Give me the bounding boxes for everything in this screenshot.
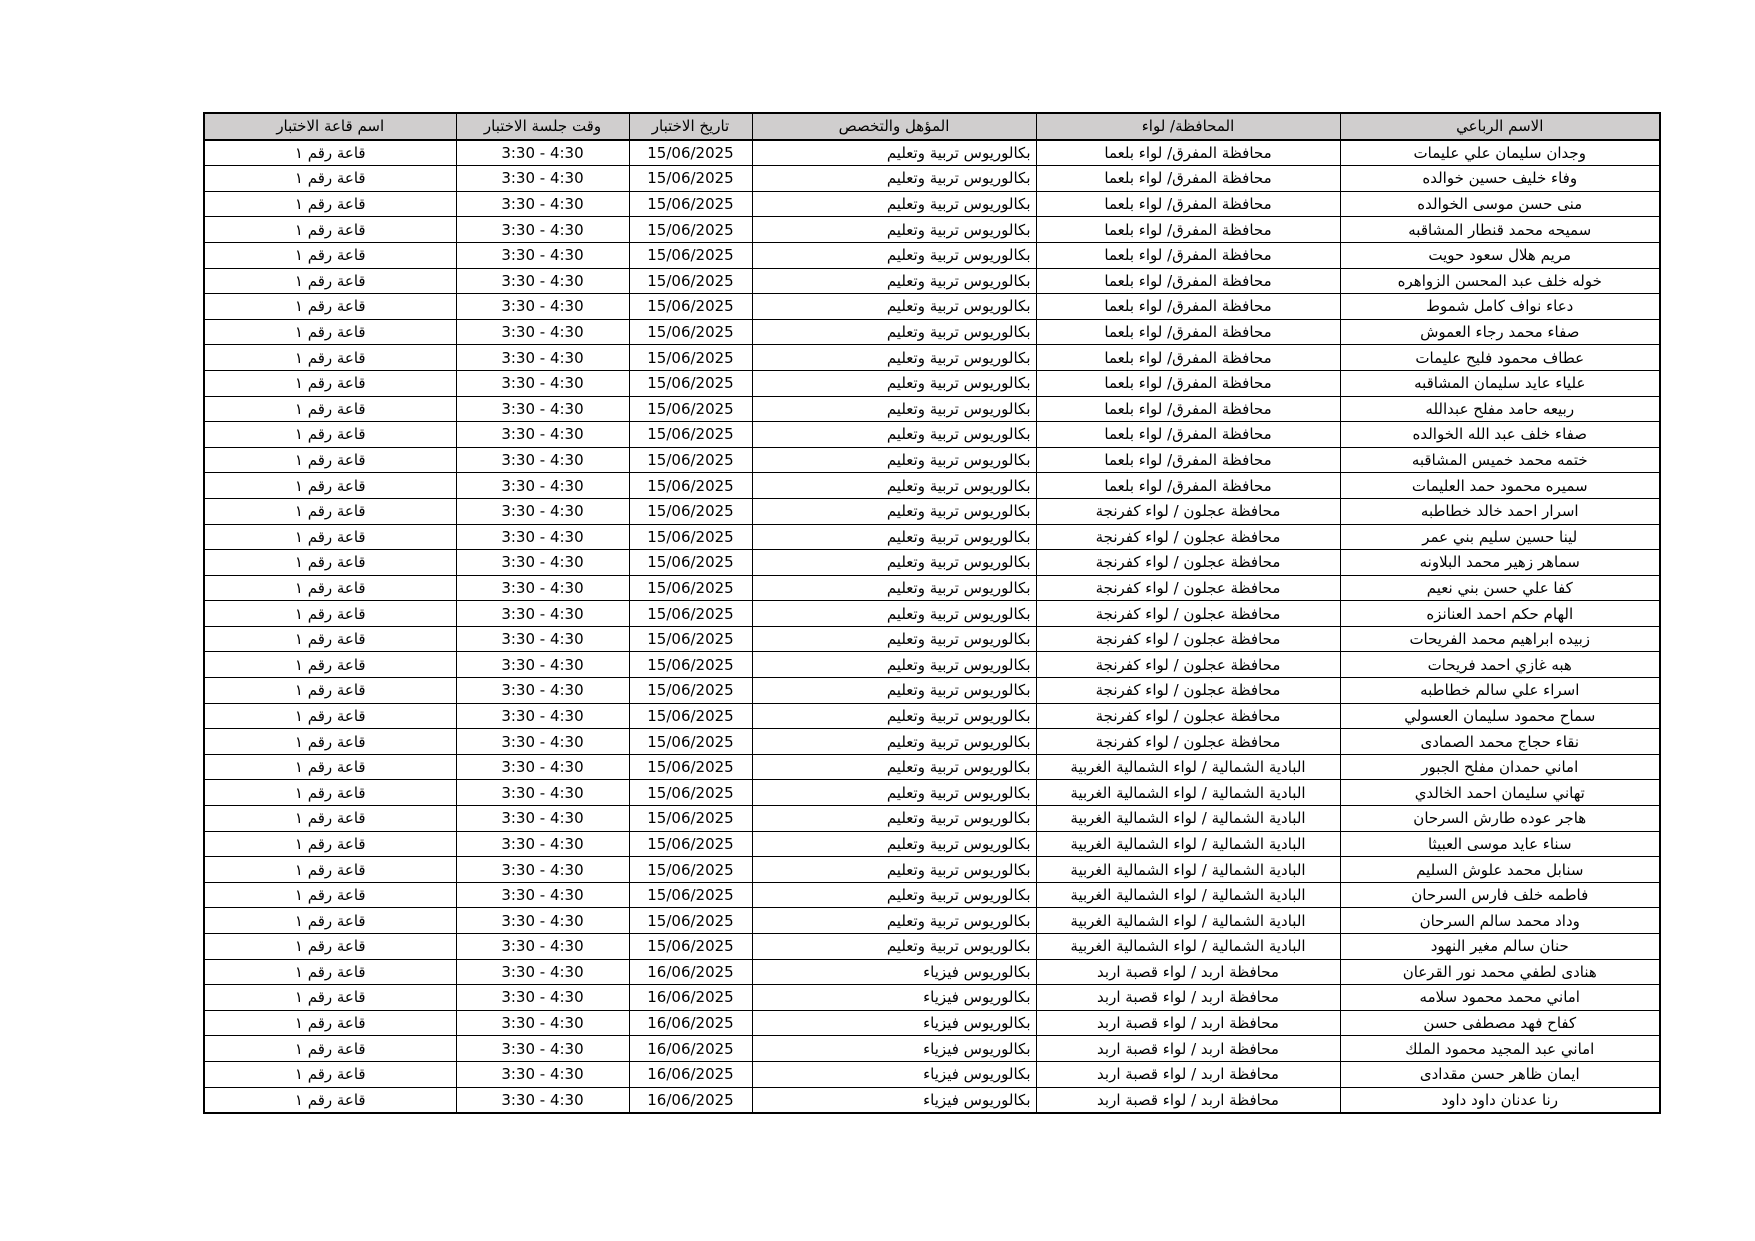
- cell-session-time: 3:30 - 4:30: [456, 626, 629, 652]
- cell-full-name: هنادى لطفي محمد نور القرعان: [1340, 959, 1660, 985]
- cell-hall-name: قاعة رقم ١: [204, 422, 456, 448]
- cell-session-time: 3:30 - 4:30: [456, 294, 629, 320]
- cell-qualification: بكالوريوس تربية وتعليم: [752, 268, 1036, 294]
- cell-governorate: محافظة المفرق/ لواء بلعما: [1036, 166, 1340, 192]
- cell-governorate: محافظة المفرق/ لواء بلعما: [1036, 473, 1340, 499]
- cell-hall-name: قاعة رقم ١: [204, 345, 456, 371]
- cell-full-name: صفاء خلف عبد الله الخوالده: [1340, 422, 1660, 448]
- cell-session-time: 3:30 - 4:30: [456, 1036, 629, 1062]
- cell-exam-date: 15/06/2025: [629, 575, 752, 601]
- cell-session-time: 3:30 - 4:30: [456, 242, 629, 268]
- cell-qualification: بكالوريوس تربية وتعليم: [752, 575, 1036, 601]
- cell-governorate: محافظة المفرق/ لواء بلعما: [1036, 396, 1340, 422]
- cell-session-time: 3:30 - 4:30: [456, 345, 629, 371]
- cell-qualification: بكالوريوس تربية وتعليم: [752, 678, 1036, 704]
- cell-full-name: سماح محمود سليمان العسولي: [1340, 703, 1660, 729]
- table-row: [204, 575, 1660, 601]
- table-row: [204, 703, 1660, 729]
- cell-hall-name: قاعة رقم ١: [204, 1010, 456, 1036]
- table-row: [204, 626, 1660, 652]
- cell-session-time: 3:30 - 4:30: [456, 473, 629, 499]
- cell-governorate: محافظة عجلون / لواء كفرنجة: [1036, 626, 1340, 652]
- cell-qualification: بكالوريوس تربية وتعليم: [752, 345, 1036, 371]
- cell-session-time: 3:30 - 4:30: [456, 191, 629, 217]
- cell-governorate: محافظة اربد / لواء قصبة اربد: [1036, 1061, 1340, 1087]
- cell-qualification: بكالوريوس تربية وتعليم: [752, 447, 1036, 473]
- cell-session-time: 3:30 - 4:30: [456, 729, 629, 755]
- header-governorate: المحافظة/ لواء: [1036, 113, 1340, 140]
- cell-governorate: البادية الشمالية / لواء الشمالية الغربية: [1036, 806, 1340, 832]
- cell-exam-date: 15/06/2025: [629, 882, 752, 908]
- cell-full-name: منى حسن موسى الخوالده: [1340, 191, 1660, 217]
- cell-qualification: بكالوريوس تربية وتعليم: [752, 780, 1036, 806]
- cell-hall-name: قاعة رقم ١: [204, 626, 456, 652]
- cell-qualification: بكالوريوس تربية وتعليم: [752, 806, 1036, 832]
- cell-full-name: اماني عبد المجيد محمود الملك: [1340, 1036, 1660, 1062]
- cell-governorate: محافظة عجلون / لواء كفرنجة: [1036, 498, 1340, 524]
- table-row: [204, 242, 1660, 268]
- cell-exam-date: 15/06/2025: [629, 524, 752, 550]
- cell-session-time: 3:30 - 4:30: [456, 652, 629, 678]
- cell-full-name: سميحه محمد قنطار المشاقبه: [1340, 217, 1660, 243]
- cell-session-time: 3:30 - 4:30: [456, 780, 629, 806]
- cell-governorate: البادية الشمالية / لواء الشمالية الغربية: [1036, 831, 1340, 857]
- cell-exam-date: 15/06/2025: [629, 550, 752, 576]
- cell-session-time: 3:30 - 4:30: [456, 806, 629, 832]
- cell-session-time: 3:30 - 4:30: [456, 857, 629, 883]
- cell-qualification: بكالوريوس تربية وتعليم: [752, 626, 1036, 652]
- cell-governorate: محافظة المفرق/ لواء بلعما: [1036, 217, 1340, 243]
- cell-governorate: محافظة عجلون / لواء كفرنجة: [1036, 575, 1340, 601]
- cell-full-name: الهام حكم احمد العنانزه: [1340, 601, 1660, 627]
- cell-exam-date: 15/06/2025: [629, 422, 752, 448]
- cell-full-name: وفاء خليف حسين خوالده: [1340, 166, 1660, 192]
- cell-full-name: سنابل محمد علوش السليم: [1340, 857, 1660, 883]
- cell-hall-name: قاعة رقم ١: [204, 959, 456, 985]
- cell-hall-name: قاعة رقم ١: [204, 678, 456, 704]
- cell-full-name: خوله خلف عبد المحسن الزواهره: [1340, 268, 1660, 294]
- cell-hall-name: قاعة رقم ١: [204, 370, 456, 396]
- cell-exam-date: 15/06/2025: [629, 140, 752, 166]
- table-row: [204, 473, 1660, 499]
- cell-governorate: محافظة المفرق/ لواء بلعما: [1036, 191, 1340, 217]
- cell-full-name: سميره محمود حمد العليمات: [1340, 473, 1660, 499]
- cell-qualification: بكالوريوس تربية وتعليم: [752, 729, 1036, 755]
- cell-full-name: فاطمه خلف فارس السرحان: [1340, 882, 1660, 908]
- cell-full-name: عطاف محمود فليح عليمات: [1340, 345, 1660, 371]
- header-hall-name: اسم قاعة الاختبار: [204, 113, 456, 140]
- cell-hall-name: قاعة رقم ١: [204, 729, 456, 755]
- cell-governorate: البادية الشمالية / لواء الشمالية الغربية: [1036, 780, 1340, 806]
- cell-exam-date: 15/06/2025: [629, 242, 752, 268]
- header-qualification: المؤهل والتخصص: [752, 113, 1036, 140]
- cell-governorate: محافظة المفرق/ لواء بلعما: [1036, 447, 1340, 473]
- cell-hall-name: قاعة رقم ١: [204, 140, 456, 166]
- table-row: [204, 959, 1660, 985]
- table-row: [204, 1036, 1660, 1062]
- table-row: [204, 1010, 1660, 1036]
- cell-governorate: محافظة اربد / لواء قصبة اربد: [1036, 1036, 1340, 1062]
- cell-exam-date: 15/06/2025: [629, 396, 752, 422]
- cell-hall-name: قاعة رقم ١: [204, 166, 456, 192]
- cell-exam-date: 15/06/2025: [629, 754, 752, 780]
- cell-qualification: بكالوريوس تربية وتعليم: [752, 473, 1036, 499]
- cell-exam-date: 15/06/2025: [629, 498, 752, 524]
- cell-hall-name: قاعة رقم ١: [204, 1061, 456, 1087]
- cell-governorate: محافظة عجلون / لواء كفرنجة: [1036, 550, 1340, 576]
- cell-hall-name: قاعة رقم ١: [204, 319, 456, 345]
- cell-governorate: محافظة المفرق/ لواء بلعما: [1036, 242, 1340, 268]
- cell-exam-date: 15/06/2025: [629, 780, 752, 806]
- cell-session-time: 3:30 - 4:30: [456, 524, 629, 550]
- table-row: [204, 345, 1660, 371]
- cell-exam-date: 15/06/2025: [629, 319, 752, 345]
- cell-full-name: صفاء محمد رجاء العموش: [1340, 319, 1660, 345]
- cell-full-name: رنا عدنان داود داود: [1340, 1087, 1660, 1113]
- cell-full-name: كفاح فهد مصطفى حسن: [1340, 1010, 1660, 1036]
- cell-hall-name: قاعة رقم ١: [204, 1036, 456, 1062]
- cell-qualification: بكالوريوس تربية وتعليم: [752, 191, 1036, 217]
- cell-full-name: اماني محمد محمود سلامه: [1340, 985, 1660, 1011]
- cell-exam-date: 15/06/2025: [629, 703, 752, 729]
- table-row: [204, 934, 1660, 960]
- cell-hall-name: قاعة رقم ١: [204, 575, 456, 601]
- cell-qualification: بكالوريوس تربية وتعليم: [752, 242, 1036, 268]
- cell-exam-date: 15/06/2025: [629, 626, 752, 652]
- cell-full-name: زبيده ابراهيم محمد الفريحات: [1340, 626, 1660, 652]
- table-row: [204, 678, 1660, 704]
- cell-exam-date: 15/06/2025: [629, 908, 752, 934]
- table-row: [204, 524, 1660, 550]
- table-row: [204, 294, 1660, 320]
- cell-exam-date: 15/06/2025: [629, 806, 752, 832]
- cell-hall-name: قاعة رقم ١: [204, 857, 456, 883]
- cell-exam-date: 15/06/2025: [629, 370, 752, 396]
- table-row: [204, 166, 1660, 192]
- cell-session-time: 3:30 - 4:30: [456, 959, 629, 985]
- table-row: [204, 268, 1660, 294]
- table-row: [204, 498, 1660, 524]
- cell-governorate: البادية الشمالية / لواء الشمالية الغربية: [1036, 934, 1340, 960]
- cell-session-time: 3:30 - 4:30: [456, 1087, 629, 1113]
- cell-full-name: سماهر زهير محمد البلاونه: [1340, 550, 1660, 576]
- cell-full-name: اسرار احمد خالد خطاطبه: [1340, 498, 1660, 524]
- cell-hall-name: قاعة رقم ١: [204, 780, 456, 806]
- cell-exam-date: 15/06/2025: [629, 166, 752, 192]
- cell-full-name: ربيعه حامد مفلح عبدالله: [1340, 396, 1660, 422]
- cell-qualification: بكالوريوس تربية وتعليم: [752, 652, 1036, 678]
- cell-exam-date: 15/06/2025: [629, 831, 752, 857]
- cell-exam-date: 16/06/2025: [629, 1087, 752, 1113]
- table-row: [204, 1087, 1660, 1113]
- cell-hall-name: قاعة رقم ١: [204, 831, 456, 857]
- cell-session-time: 3:30 - 4:30: [456, 831, 629, 857]
- cell-qualification: بكالوريوس تربية وتعليم: [752, 857, 1036, 883]
- cell-session-time: 3:30 - 4:30: [456, 908, 629, 934]
- cell-session-time: 3:30 - 4:30: [456, 370, 629, 396]
- cell-qualification: بكالوريوس فيزياء: [752, 1010, 1036, 1036]
- cell-session-time: 3:30 - 4:30: [456, 678, 629, 704]
- cell-exam-date: 15/06/2025: [629, 294, 752, 320]
- table-row: [204, 831, 1660, 857]
- cell-governorate: محافظة المفرق/ لواء بلعما: [1036, 294, 1340, 320]
- cell-session-time: 3:30 - 4:30: [456, 882, 629, 908]
- cell-hall-name: قاعة رقم ١: [204, 550, 456, 576]
- table-row: [204, 806, 1660, 832]
- cell-exam-date: 16/06/2025: [629, 1061, 752, 1087]
- header-exam-date: تاريخ الاختبار: [629, 113, 752, 140]
- cell-qualification: بكالوريوس تربية وتعليم: [752, 550, 1036, 576]
- cell-governorate: محافظة المفرق/ لواء بلعما: [1036, 140, 1340, 166]
- cell-session-time: 3:30 - 4:30: [456, 550, 629, 576]
- cell-hall-name: قاعة رقم ١: [204, 447, 456, 473]
- cell-session-time: 3:30 - 4:30: [456, 140, 629, 166]
- cell-qualification: بكالوريوس تربية وتعليم: [752, 422, 1036, 448]
- cell-qualification: بكالوريوس تربية وتعليم: [752, 319, 1036, 345]
- table-row: [204, 729, 1660, 755]
- cell-hall-name: قاعة رقم ١: [204, 754, 456, 780]
- cell-full-name: هاجر عوده طارش السرحان: [1340, 806, 1660, 832]
- cell-full-name: مريم هلال سعود حويت: [1340, 242, 1660, 268]
- cell-session-time: 3:30 - 4:30: [456, 396, 629, 422]
- table-row: [204, 447, 1660, 473]
- header-row: [204, 113, 1660, 140]
- cell-exam-date: 15/06/2025: [629, 678, 752, 704]
- cell-qualification: بكالوريوس تربية وتعليم: [752, 396, 1036, 422]
- cell-hall-name: قاعة رقم ١: [204, 703, 456, 729]
- cell-qualification: بكالوريوس فيزياء: [752, 1087, 1036, 1113]
- cell-governorate: محافظة عجلون / لواء كفرنجة: [1036, 652, 1340, 678]
- cell-full-name: تهاني سليمان احمد الخالدي: [1340, 780, 1660, 806]
- table-row: [204, 217, 1660, 243]
- cell-governorate: محافظة عجلون / لواء كفرنجة: [1036, 524, 1340, 550]
- exam-schedule-table: [203, 112, 1661, 1114]
- cell-qualification: بكالوريوس تربية وتعليم: [752, 601, 1036, 627]
- cell-qualification: بكالوريوس تربية وتعليم: [752, 908, 1036, 934]
- cell-session-time: 3:30 - 4:30: [456, 934, 629, 960]
- cell-hall-name: قاعة رقم ١: [204, 652, 456, 678]
- table-row: [204, 422, 1660, 448]
- cell-governorate: البادية الشمالية / لواء الشمالية الغربية: [1036, 882, 1340, 908]
- cell-qualification: بكالوريوس تربية وتعليم: [752, 217, 1036, 243]
- cell-governorate: محافظة المفرق/ لواء بلعما: [1036, 319, 1340, 345]
- cell-full-name: اماني حمدان مفلح الجبور: [1340, 754, 1660, 780]
- cell-full-name: هبه غازي احمد فريحات: [1340, 652, 1660, 678]
- cell-governorate: البادية الشمالية / لواء الشمالية الغربية: [1036, 857, 1340, 883]
- cell-session-time: 3:30 - 4:30: [456, 447, 629, 473]
- cell-qualification: بكالوريوس تربية وتعليم: [752, 524, 1036, 550]
- cell-exam-date: 15/06/2025: [629, 729, 752, 755]
- cell-full-name: نقاء حجاج محمد الصمادى: [1340, 729, 1660, 755]
- cell-qualification: بكالوريوس فيزياء: [752, 1036, 1036, 1062]
- header-session-time: وقت جلسة الاختبار: [456, 113, 629, 140]
- table-row: [204, 140, 1660, 166]
- cell-governorate: البادية الشمالية / لواء الشمالية الغربية: [1036, 908, 1340, 934]
- table-row: [204, 652, 1660, 678]
- cell-full-name: سناء عايد موسى العبيثا: [1340, 831, 1660, 857]
- cell-governorate: محافظة المفرق/ لواء بلعما: [1036, 422, 1340, 448]
- cell-full-name: لينا حسين سليم بني عمر: [1340, 524, 1660, 550]
- cell-full-name: دعاء نواف كامل شموط: [1340, 294, 1660, 320]
- cell-exam-date: 15/06/2025: [629, 857, 752, 883]
- cell-session-time: 3:30 - 4:30: [456, 422, 629, 448]
- cell-exam-date: 15/06/2025: [629, 652, 752, 678]
- cell-qualification: بكالوريوس تربية وتعليم: [752, 370, 1036, 396]
- cell-hall-name: قاعة رقم ١: [204, 524, 456, 550]
- cell-session-time: 3:30 - 4:30: [456, 1061, 629, 1087]
- table-row: [204, 396, 1660, 422]
- cell-qualification: بكالوريوس تربية وتعليم: [752, 754, 1036, 780]
- cell-hall-name: قاعة رقم ١: [204, 806, 456, 832]
- cell-governorate: محافظة المفرق/ لواء بلعما: [1036, 345, 1340, 371]
- cell-governorate: محافظة عجلون / لواء كفرنجة: [1036, 729, 1340, 755]
- cell-governorate: محافظة اربد / لواء قصبة اربد: [1036, 1087, 1340, 1113]
- table-row: [204, 319, 1660, 345]
- cell-hall-name: قاعة رقم ١: [204, 985, 456, 1011]
- cell-hall-name: قاعة رقم ١: [204, 242, 456, 268]
- cell-hall-name: قاعة رقم ١: [204, 396, 456, 422]
- cell-qualification: بكالوريوس تربية وتعليم: [752, 294, 1036, 320]
- cell-hall-name: قاعة رقم ١: [204, 908, 456, 934]
- cell-exam-date: 15/06/2025: [629, 447, 752, 473]
- cell-hall-name: قاعة رقم ١: [204, 601, 456, 627]
- cell-full-name: ايمان ظاهر حسن مقدادى: [1340, 1061, 1660, 1087]
- cell-session-time: 3:30 - 4:30: [456, 498, 629, 524]
- cell-exam-date: 15/06/2025: [629, 268, 752, 294]
- cell-session-time: 3:30 - 4:30: [456, 319, 629, 345]
- cell-qualification: بكالوريوس فيزياء: [752, 959, 1036, 985]
- cell-qualification: بكالوريوس تربية وتعليم: [752, 934, 1036, 960]
- table-row: [204, 985, 1660, 1011]
- cell-full-name: حنان سالم مغير النهود: [1340, 934, 1660, 960]
- cell-hall-name: قاعة رقم ١: [204, 473, 456, 499]
- cell-session-time: 3:30 - 4:30: [456, 217, 629, 243]
- cell-qualification: بكالوريوس تربية وتعليم: [752, 882, 1036, 908]
- cell-exam-date: 15/06/2025: [629, 473, 752, 499]
- cell-qualification: بكالوريوس فيزياء: [752, 985, 1036, 1011]
- cell-governorate: محافظة اربد / لواء قصبة اربد: [1036, 985, 1340, 1011]
- cell-hall-name: قاعة رقم ١: [204, 268, 456, 294]
- cell-exam-date: 16/06/2025: [629, 985, 752, 1011]
- cell-governorate: محافظة عجلون / لواء كفرنجة: [1036, 678, 1340, 704]
- table-row: [204, 882, 1660, 908]
- cell-session-time: 3:30 - 4:30: [456, 754, 629, 780]
- cell-full-name: وداد محمد سالم السرحان: [1340, 908, 1660, 934]
- cell-hall-name: قاعة رقم ١: [204, 294, 456, 320]
- table-row: [204, 550, 1660, 576]
- cell-qualification: بكالوريوس تربية وتعليم: [752, 831, 1036, 857]
- cell-hall-name: قاعة رقم ١: [204, 191, 456, 217]
- cell-qualification: بكالوريوس تربية وتعليم: [752, 166, 1036, 192]
- cell-exam-date: 15/06/2025: [629, 934, 752, 960]
- cell-governorate: محافظة عجلون / لواء كفرنجة: [1036, 601, 1340, 627]
- cell-hall-name: قاعة رقم ١: [204, 1087, 456, 1113]
- table-row: [204, 908, 1660, 934]
- cell-full-name: علياء عايد سليمان المشاقبه: [1340, 370, 1660, 396]
- cell-exam-date: 15/06/2025: [629, 345, 752, 371]
- cell-session-time: 3:30 - 4:30: [456, 985, 629, 1011]
- cell-exam-date: 15/06/2025: [629, 191, 752, 217]
- cell-governorate: محافظة عجلون / لواء كفرنجة: [1036, 703, 1340, 729]
- cell-full-name: اسراء علي سالم خطاطبه: [1340, 678, 1660, 704]
- cell-exam-date: 16/06/2025: [629, 1010, 752, 1036]
- cell-exam-date: 15/06/2025: [629, 601, 752, 627]
- table-row: [204, 1061, 1660, 1087]
- cell-full-name: وجدان سليمان علي عليمات: [1340, 140, 1660, 166]
- cell-session-time: 3:30 - 4:30: [456, 268, 629, 294]
- cell-full-name: كفا علي حسن بني نعيم: [1340, 575, 1660, 601]
- cell-qualification: بكالوريوس فيزياء: [752, 1061, 1036, 1087]
- cell-qualification: بكالوريوس تربية وتعليم: [752, 703, 1036, 729]
- cell-governorate: محافظة المفرق/ لواء بلعما: [1036, 370, 1340, 396]
- table-row: [204, 780, 1660, 806]
- cell-full-name: ختمه محمد خميس المشاقبه: [1340, 447, 1660, 473]
- cell-governorate: محافظة اربد / لواء قصبة اربد: [1036, 959, 1340, 985]
- table-row: [204, 370, 1660, 396]
- table-row: [204, 857, 1660, 883]
- cell-session-time: 3:30 - 4:30: [456, 601, 629, 627]
- cell-session-time: 3:30 - 4:30: [456, 703, 629, 729]
- cell-hall-name: قاعة رقم ١: [204, 882, 456, 908]
- cell-governorate: البادية الشمالية / لواء الشمالية الغربية: [1036, 754, 1340, 780]
- cell-exam-date: 16/06/2025: [629, 1036, 752, 1062]
- cell-qualification: بكالوريوس تربية وتعليم: [752, 140, 1036, 166]
- cell-session-time: 3:30 - 4:30: [456, 166, 629, 192]
- cell-qualification: بكالوريوس تربية وتعليم: [752, 498, 1036, 524]
- table-row: [204, 191, 1660, 217]
- cell-hall-name: قاعة رقم ١: [204, 934, 456, 960]
- table-row: [204, 601, 1660, 627]
- cell-hall-name: قاعة رقم ١: [204, 217, 456, 243]
- cell-exam-date: 16/06/2025: [629, 959, 752, 985]
- table-row: [204, 754, 1660, 780]
- cell-exam-date: 15/06/2025: [629, 217, 752, 243]
- cell-session-time: 3:30 - 4:30: [456, 575, 629, 601]
- cell-session-time: 3:30 - 4:30: [456, 1010, 629, 1036]
- cell-hall-name: قاعة رقم ١: [204, 498, 456, 524]
- cell-governorate: محافظة اربد / لواء قصبة اربد: [1036, 1010, 1340, 1036]
- cell-governorate: محافظة المفرق/ لواء بلعما: [1036, 268, 1340, 294]
- header-full-name: الاسم الرباعي: [1340, 113, 1660, 140]
